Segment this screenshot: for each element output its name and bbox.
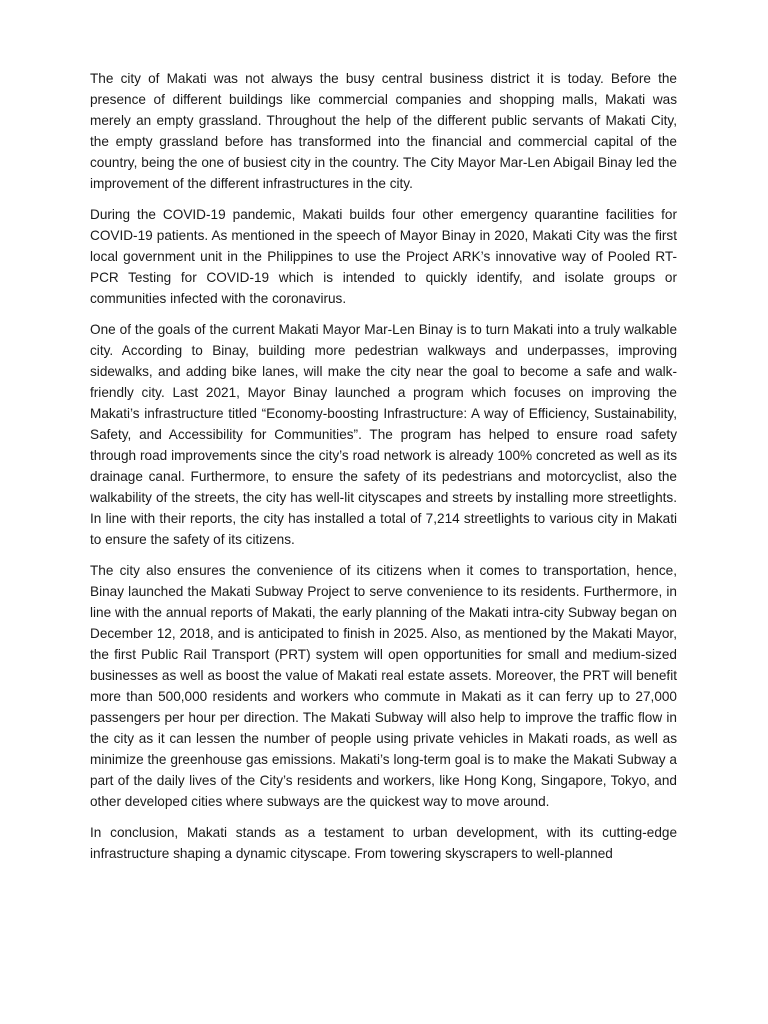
paragraph-walkable-city: One of the goals of the current Makati Mayor Mar-Len Binay is to turn Makati into a truly walkable city. According to Binay, building more pedestrian walkways and underpasses, improving sidewalks, and adding bike lanes, will make the city near the goal to become a safe and walk-friendly city. Last 2021, Mayor Binay launched a program which focuses on improving the Makati’s infrastructure titled “Economy-boosting Infrastructure: A way of Efficiency, Sustainability, Safety, and Accessibility for Communities”. The program has helped to ensure road safety through road improvements since the city’s road network is already 100% concreted as well as its drainage canal. Furthermore, to ensure the safety of its pedestrians and motorcyclist, also the walkability of the streets, the city has well-lit cityscapes and streets by installing more streetlights. In line with their reports, the city has installed a total of 7,214 streetlights to various city in Makati to ensure the safety of its citizens. [90, 322, 677, 547]
paragraph-subway-project: The city also ensures the convenience of its citizens when it comes to transportation, hence, Binay launched the Makati Subway Project to serve convenience to its residents. Furthermore, in line with the annual reports of Makati, the early planning of the Makati intra-city Subway began on December 12, 2018, and is anticipated to finish in 2025. Also, as mentioned by the Makati Mayor, the first Public Rail Transport (PRT) system will open opportunities for small and medium-sized businesses as well as boost the value of Makati real estate assets. Moreover, the PRT will benefit more than 500,000 residents and workers who commute in Makati as it can ferry up to 27,000 passengers per hour per direction. The Makati Subway will also help to improve the traffic flow in the city as it can lessen the number of people using private vehicles in Makati roads, as well as minimize the greenhouse gas emissions. Makati’s long-term goal is to make the Makati Subway a part of the daily lives of the City’s residents and workers, like Hong Kong, Singapore, Tokyo, and other developed cities where subways are the quickest way to move around. [90, 563, 677, 809]
document-page [90, 68, 677, 874]
paragraph-covid-response: During the COVID-19 pandemic, Makati builds four other emergency quarantine facilities for COVID-19 patients. As mentioned in the speech of Mayor Binay in 2020, Makati City was the first local government unit in the Philippines to use the Project ARK’s innovative way of Pooled RT-PCR Testing for COVID-19 which is intended to quickly identify, and isolate groups or communities infected with the coronavirus. [90, 207, 677, 306]
paragraph-conclusion: In conclusion, Makati stands as a testament to urban development, with its cutting-edge infrastructure shaping a dynamic cityscape. From towering skyscrapers to well-planned [90, 825, 677, 861]
paragraph-history: The city of Makati was not always the busy central business district it is today. Before the presence of different buildings like commercial companies and shopping malls, Makati was merely an empty grassland. Throughout the help of the different public servants of Makati City, the empty grassland before has transformed into the financial and commercial capital of the country, being the one of busiest city in the country. The City Mayor Mar-Len Abigail Binay led the improvement of the different infrastructures in the city. [90, 71, 677, 191]
